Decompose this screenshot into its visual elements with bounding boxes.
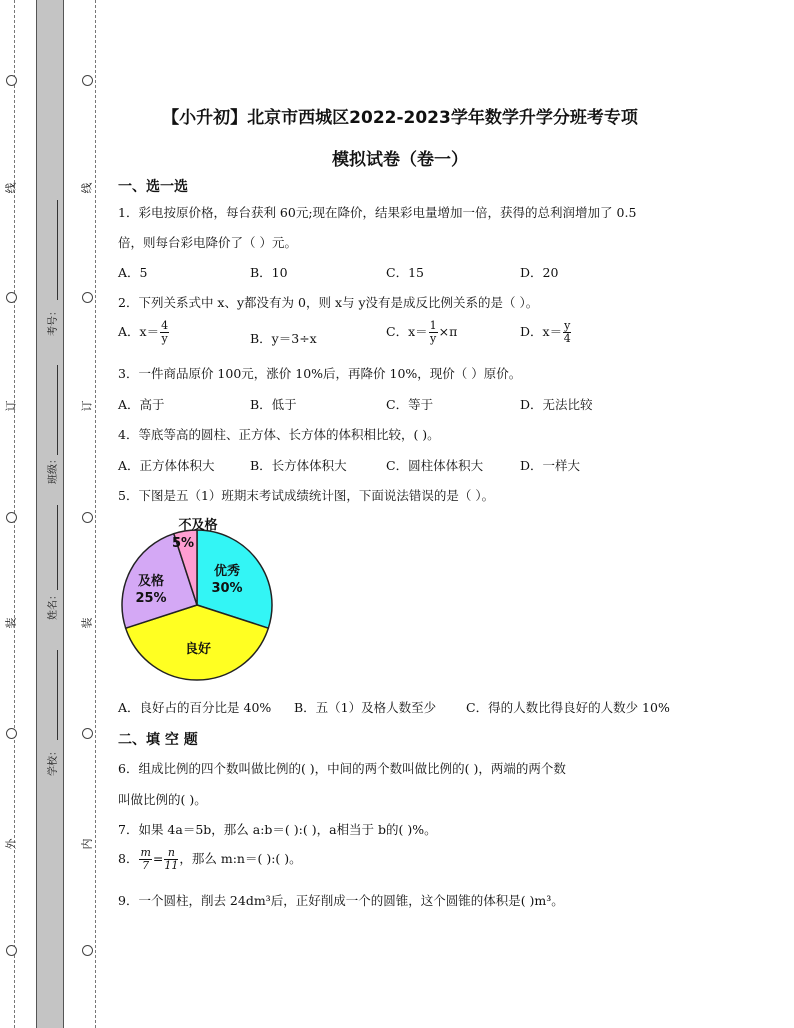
- q3-option-a[interactable]: A．高于: [118, 397, 165, 412]
- q1-option-b[interactable]: B．10: [250, 265, 288, 280]
- question-1-line1: 1．彩电按原价格，每台获利 60元;现在降价，结果彩电量增加一倍，获得的总利润增加了 0.5: [118, 205, 637, 220]
- q2-a-fraction: [160, 320, 169, 345]
- denominator: y: [161, 332, 168, 345]
- question-1-line2: 倍，则每台彩电降价了（ ）元。: [118, 235, 297, 250]
- margin-char-outer: 外: [4, 838, 18, 850]
- q3-option-b[interactable]: B．低于: [250, 397, 297, 412]
- q3-option-d[interactable]: D．无法比较: [520, 397, 593, 412]
- margin-char-bind: 装: [4, 617, 18, 629]
- field-label-exam-number: 考号：: [48, 306, 59, 336]
- field-line-class[interactable]: [57, 365, 58, 455]
- q8-fraction-m: [139, 847, 151, 872]
- numerator: 1: [429, 319, 437, 332]
- q8-fraction-n: [164, 847, 178, 872]
- pie-label-excellent-name: 优秀: [213, 564, 240, 579]
- binding-hole: [6, 292, 17, 303]
- numerator: 4: [161, 319, 169, 332]
- pie-label-pass-name: 及格: [137, 574, 164, 589]
- gray-binding-band: [36, 0, 64, 1028]
- question-4: 4．等底等高的圆柱、正方体、长方体的体积相比较，( )。: [118, 427, 440, 442]
- pie-label-fail-name: 不及格: [178, 518, 218, 533]
- margin-char-line: 线: [4, 182, 18, 194]
- binding-hole: [6, 75, 17, 86]
- q5-option-b[interactable]: B．五（1）及格人数至少: [294, 700, 437, 715]
- margin-char-bind: 装: [80, 617, 94, 629]
- q2-option-c[interactable]: [386, 320, 457, 345]
- numerator: n: [164, 847, 178, 860]
- q8-prefix: 8．: [118, 851, 139, 866]
- question-2: 2．下列关系式中 x、y都没有为 0，则 x与 y没有是成反比例关系的是（ ）。: [118, 295, 539, 310]
- q5-option-a[interactable]: A．良好占的百分比是 40%: [118, 700, 272, 715]
- q2-c-suffix: ×π: [438, 324, 458, 339]
- margin-char-inner: 内: [80, 838, 94, 850]
- question-6-line2: 叫做比例的( )。: [118, 792, 207, 807]
- question-7: 7．如果 4a＝5b，那么 a:b＝( ):( )，a相当于 b的( )%。: [118, 822, 437, 837]
- denominator: 7: [142, 859, 150, 872]
- margin-char-line: 线: [80, 182, 94, 194]
- binding-hole: [6, 512, 17, 523]
- binding-hole: [82, 75, 93, 86]
- q2-c-prefix: C．x＝: [386, 324, 428, 339]
- denominator: y: [430, 332, 437, 345]
- binding-hole: [6, 728, 17, 739]
- field-label-class: 班级：: [48, 454, 59, 484]
- question-6-line1: 6．组成比例的四个数叫做比例的( )，中间的两个数叫做比例的( )，两端的两个数: [118, 761, 566, 776]
- field-line-exam-number[interactable]: [57, 200, 58, 300]
- binding-hole: [82, 945, 93, 956]
- q4-option-c[interactable]: C．圆柱体体积大: [386, 458, 484, 473]
- numerator: y: [564, 319, 571, 332]
- section-heading-choice: 一、选一选: [118, 179, 188, 195]
- page-title-line1: 【小升初】北京市西城区2022-2023学年数学升学分班考专项: [162, 108, 638, 128]
- pie-chart: [118, 515, 278, 685]
- pie-label-fail-value: 5%: [171, 536, 195, 551]
- q1-option-c[interactable]: C．15: [386, 265, 424, 280]
- margin-char-order: 订: [4, 400, 18, 412]
- pie-label-pass-value: 25%: [135, 591, 167, 606]
- q2-option-b[interactable]: B．y＝3÷x: [250, 331, 317, 346]
- q4-option-d[interactable]: D．一样大: [520, 458, 581, 473]
- pie-label-fail: [173, 517, 223, 534]
- q4-option-a[interactable]: A．正方体体积大: [118, 458, 215, 473]
- binding-hole: [6, 945, 17, 956]
- field-line-school[interactable]: [57, 650, 58, 740]
- question-8: [118, 847, 302, 872]
- pie-label-good: 良好: [184, 642, 211, 657]
- question-3: 3．一件商品原价 100元，涨价 10%后，再降价 10%，现价（ ）原价。: [118, 366, 522, 381]
- q8-equals: =: [152, 851, 164, 866]
- q5-option-c[interactable]: C．得的人数比得良好的人数少 10%: [466, 700, 670, 715]
- q2-a-prefix: A．x＝: [118, 324, 160, 339]
- q2-d-prefix: D．x＝: [520, 324, 563, 339]
- denominator: 4: [563, 332, 571, 345]
- pie-label-excellent: [206, 563, 248, 597]
- q8-suffix: ，那么 m:n＝( ):( )。: [179, 851, 302, 866]
- question-9: 9．一个圆柱，削去 24dm³后，正好削成一个的圆锥，这个圆锥的体积是( )m³。: [118, 893, 564, 908]
- pie-label-excellent-value: 30%: [211, 581, 243, 596]
- q4-option-b[interactable]: B．长方体体积大: [250, 458, 347, 473]
- section-heading-fill: 二、填 空 题: [118, 732, 198, 748]
- inner-dashed-line: [95, 0, 96, 1028]
- q2-c-fraction: [429, 320, 438, 345]
- margin-char-order: 订: [80, 400, 94, 412]
- pie-label-pass: [130, 573, 172, 607]
- binding-hole: [82, 292, 93, 303]
- q2-option-d[interactable]: [520, 320, 572, 345]
- question-5: 5．下图是五（1）班期末考试成绩统计图，下面说法错误的是（ ）。: [118, 488, 495, 503]
- binding-hole: [82, 512, 93, 523]
- q1-option-a[interactable]: A．5: [118, 265, 148, 280]
- field-label-name: 姓名：: [48, 590, 59, 620]
- q2-d-fraction: [563, 320, 571, 345]
- page-title-line2: 模拟试卷（卷一）: [332, 150, 468, 170]
- field-label-school: 学校：: [48, 746, 59, 776]
- field-line-name[interactable]: [57, 505, 58, 590]
- numerator: m: [140, 846, 151, 859]
- q3-option-c[interactable]: C．等于: [386, 397, 434, 412]
- binding-hole: [82, 728, 93, 739]
- q1-option-d[interactable]: D．20: [520, 265, 559, 280]
- q2-option-a[interactable]: [118, 320, 170, 345]
- denominator: 11: [164, 859, 179, 872]
